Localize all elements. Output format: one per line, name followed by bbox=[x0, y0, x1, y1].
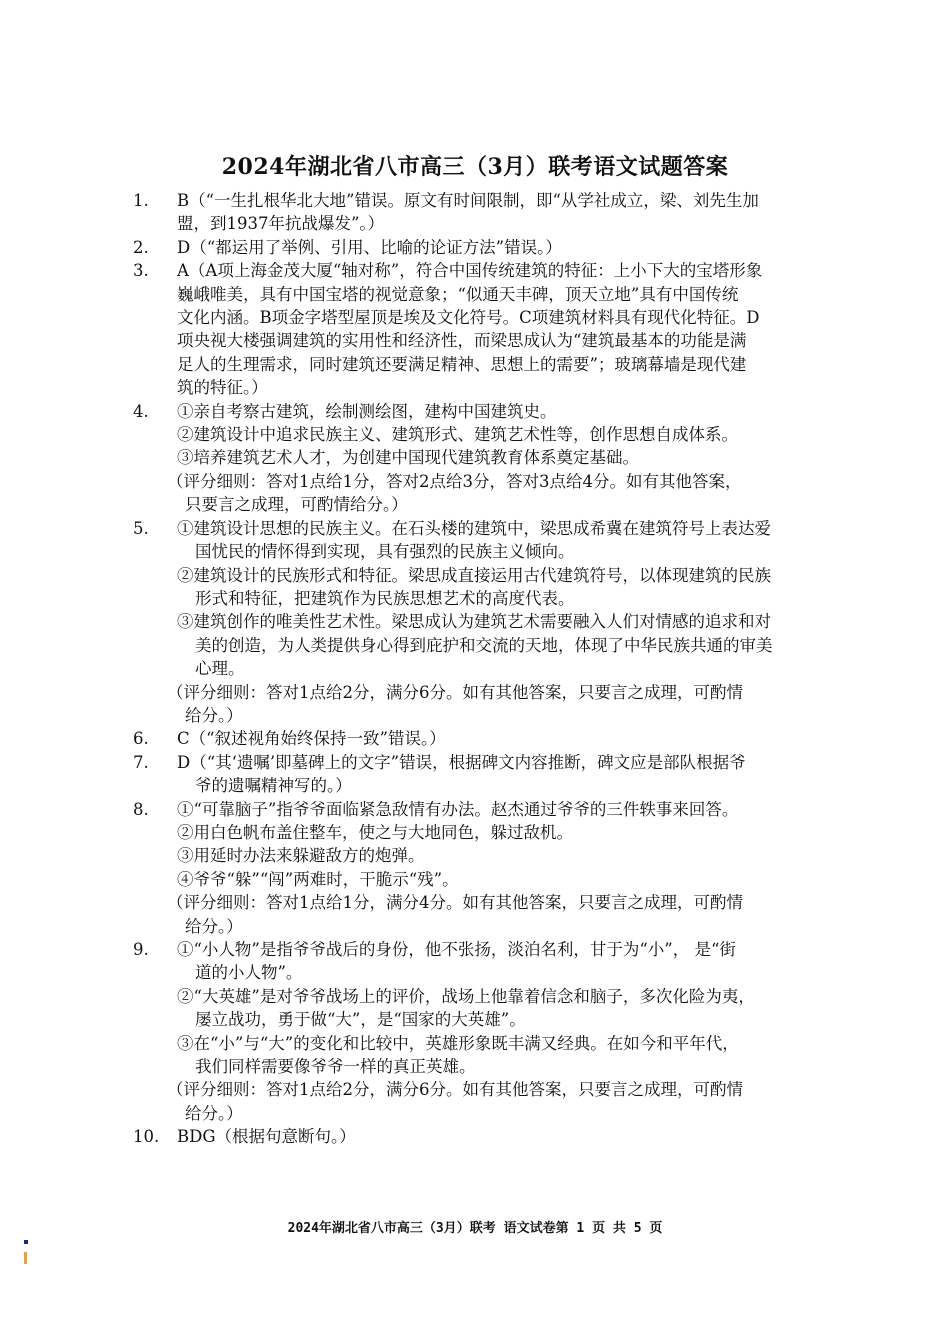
answer-line: D（“其‘遗嘱’即墓碑上的文字”错误，根据碑文内容推断，碑文应是部队根据爷 bbox=[177, 752, 746, 772]
scan-mark-bar bbox=[24, 1252, 27, 1264]
answer-point: ③在“小”与“大”的变化和比较中，英雄形象既丰满又经典。在如今和平年代， bbox=[177, 1033, 739, 1053]
answer-8 bbox=[133, 798, 833, 938]
answer-point: 形式和特征，把建筑作为民族思想艺术的高度代表。 bbox=[195, 588, 575, 608]
answer-line: BDG（根据句意断句。） bbox=[177, 1127, 356, 1147]
answer-line: 筑的特征。） bbox=[177, 378, 268, 398]
answer-9 bbox=[133, 938, 833, 1125]
answer-number: 10. bbox=[133, 1127, 160, 1147]
answer-line: 盟，到1937年抗战爆发”。） bbox=[177, 214, 385, 234]
answer-number: 5. bbox=[133, 518, 149, 538]
answer-point: ①建筑设计思想的民族主义。在石头楼的建筑中，梁思成希冀在建筑符号上表达爱 bbox=[177, 518, 771, 538]
answer-point: ③用延时办法来躲避敌方的炮弹。 bbox=[177, 846, 425, 866]
answer-number: 7. bbox=[133, 752, 149, 772]
scoring-note: （评分细则：答对1点给1分，答对2点给3分，答对3点给4分。如有其他答案， bbox=[167, 471, 742, 491]
page-footer: 2024年湖北省八市高三（3月）联考 语文试卷第 1 页 共 5 页 bbox=[287, 1221, 663, 1236]
scoring-note: （评分细则：答对1点给2分，满分6分。如有其他答案，只要言之成理，可酌情 bbox=[167, 1080, 743, 1100]
scoring-note: 只要言之成理，可酌情给分。） bbox=[185, 495, 408, 515]
answer-line: 足人的生理需求，同时建筑还要满足精神、思想上的需要”；玻璃幕墙是现代建 bbox=[177, 354, 747, 374]
answer-number: 6. bbox=[133, 729, 149, 749]
answer-point: 国忧民的情怀得到实现，具有强烈的民族主义倾向。 bbox=[195, 542, 575, 562]
answer-5 bbox=[133, 517, 833, 728]
answer-point: 屡立战功，勇于做“大”，是“国家的大英雄”。 bbox=[195, 1010, 526, 1030]
answer-10 bbox=[133, 1125, 833, 1148]
answer-4 bbox=[133, 400, 833, 517]
answer-line: 巍峨唯美，具有中国宝塔的视觉意象；“似通天丰碑，顶天立地”具有中国传统 bbox=[177, 284, 739, 304]
scoring-note: 给分。） bbox=[185, 916, 243, 936]
answer-point: ②“大英雄”是对爷爷战场上的评价，战场上他靠着信念和脑子，多次化险为夷， bbox=[177, 986, 755, 1006]
scoring-note: （评分细则：答对1点给1分，满分4分。如有其他答案，只要言之成理，可酌情 bbox=[167, 893, 743, 913]
answer-point: ②用白色帆布盖住整车，使之与大地同色，躲过敌机。 bbox=[177, 822, 573, 842]
answer-6 bbox=[133, 727, 833, 750]
answer-point: ①“小人物”是指爷爷战后的身份，他不张扬，淡泊名利，甘于为“小”， 是“街 bbox=[177, 940, 736, 959]
answer-point: ②建筑设计中追求民族主义、建筑形式、建筑艺术性等，创作思想自成体系。 bbox=[177, 425, 738, 445]
answer-number: 8. bbox=[133, 799, 149, 819]
answer-line: B（“一生扎根华北大地”错误。原文有时间限制，即“从学社成立，梁、刘先生加 bbox=[177, 191, 759, 210]
answer-point: ①亲自考察古建筑，绘制测绘图，建构中国建筑史。 bbox=[177, 401, 557, 421]
answer-number: 4. bbox=[133, 401, 149, 421]
answer-list bbox=[133, 189, 833, 1149]
answer-line: 文化内涵。B项金字塔型屋顶是埃及文化符号。C项建筑材料具有现代化特征。D bbox=[177, 308, 760, 328]
answer-7 bbox=[133, 751, 833, 798]
answer-line: A（A项上海金茂大厦“轴对称”，符合中国传统建筑的特征：上小下大的宝塔形象 bbox=[177, 261, 763, 281]
answer-number: 1. bbox=[133, 191, 149, 210]
answer-2 bbox=[133, 236, 833, 259]
scan-mark-dot bbox=[24, 1240, 28, 1244]
answer-point: ③建筑创作的唯美性艺术性。梁思成认为建筑艺术需要融入人们对情感的追求和对 bbox=[177, 612, 771, 632]
scoring-note: 给分。） bbox=[185, 1103, 243, 1123]
scoring-note: 给分。） bbox=[185, 705, 243, 725]
answer-line: 爷的遗嘱精神写的。） bbox=[195, 776, 352, 796]
answer-point: ②建筑设计的民族形式和特征。梁思成直接运用古代建筑符号，以体现建筑的民族 bbox=[177, 565, 771, 585]
scoring-note: （评分细则：答对1点给2分，满分6分。如有其他答案，只要言之成理，可酌情 bbox=[167, 682, 743, 702]
answer-point: 我们同样需要像爷爷一样的真正英雄。 bbox=[195, 1057, 476, 1077]
answer-number: 2. bbox=[133, 237, 149, 257]
answer-point: 心理。 bbox=[195, 659, 245, 679]
answer-line: D（“都运用了举例、引用、比喻的论证方法”错误。） bbox=[177, 237, 562, 257]
answer-3 bbox=[133, 259, 833, 399]
answer-line: C（“叙述视角始终保持一致”错误。） bbox=[177, 729, 446, 749]
answer-point: 道的小人物”。 bbox=[195, 963, 303, 983]
answer-point: ③培养建筑艺术人才，为创建中国现代建筑教育体系奠定基础。 bbox=[177, 448, 639, 468]
answer-point: ①“可靠脑子”指爷爷面临紧急敌情有办法。赵杰通过爷爷的三件轶事来回答。 bbox=[177, 799, 739, 819]
page-title: 2024年湖北省八市高三（3月）联考语文试题答案 bbox=[221, 154, 729, 180]
answer-1 bbox=[133, 189, 833, 236]
answer-number: 3. bbox=[133, 261, 149, 281]
answer-number: 9. bbox=[133, 940, 149, 959]
answer-point: 美的创造，为人类提供身心得到庇护和交流的天地，体现了中华民族共通的审美 bbox=[195, 635, 773, 655]
answer-line: 项央视大楼强调建筑的实用性和经济性，而梁思成认为“建筑最基本的功能是满 bbox=[177, 331, 747, 351]
answer-point: ④爷爷“躲”“闯”两难时，干脆示“残”。 bbox=[177, 869, 459, 889]
